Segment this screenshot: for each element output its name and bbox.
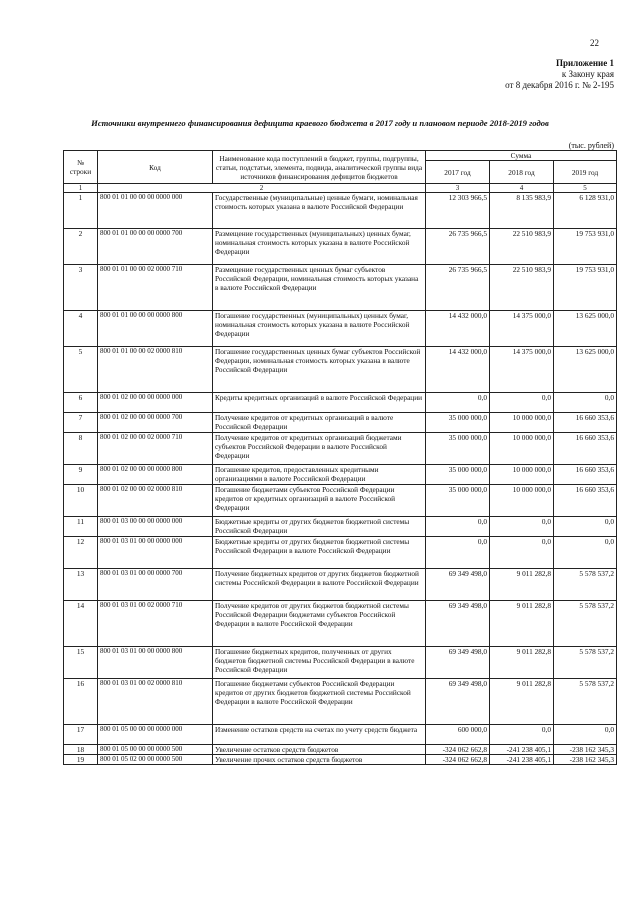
amount-2019-cell: 5 578 537,2 [554, 679, 617, 725]
amount-2017-cell: 69 349 498,0 [426, 647, 490, 679]
code-cell: 800 01 05 00 00 00 0000 000 [98, 725, 213, 745]
code-cell: 800 01 03 01 00 00 0000 800 [98, 647, 213, 679]
amount-2018-cell: 22 510 983,9 [490, 229, 554, 265]
amount-2019-cell: -238 162 345,3 [554, 745, 617, 755]
amount-2017-cell: 26 735 966,5 [426, 229, 490, 265]
amount-2017-cell: 0,0 [426, 393, 490, 413]
financing-table [63, 150, 617, 765]
row-number-cell: 2 [64, 229, 98, 265]
table-row [64, 537, 617, 569]
amount-2019-cell: 13 625 000,0 [554, 347, 617, 393]
amount-2017-cell: 69 349 498,0 [426, 569, 490, 601]
amount-2018-cell: 14 375 000,0 [490, 347, 554, 393]
amount-2017-cell: 600 000,0 [426, 725, 490, 745]
code-cell: 800 01 02 00 00 02 0000 810 [98, 485, 213, 517]
units-label: (тыс. рублей) [568, 141, 614, 150]
table-row [64, 433, 617, 465]
row-number-cell: 6 [64, 393, 98, 413]
header-code: Код [98, 151, 213, 184]
amount-2018-cell: 9 011 282,8 [490, 601, 554, 647]
amount-2019-cell: 0,0 [554, 517, 617, 537]
table-body [64, 193, 617, 765]
table-row [64, 569, 617, 601]
amount-2018-cell: 0,0 [490, 537, 554, 569]
header-year-2017: 2017 год [426, 161, 490, 184]
code-cell: 800 01 05 02 00 00 0000 500 [98, 755, 213, 765]
name-cell: Погашение бюджетами субъектов Российской Федерации кредитов от других бюджетов бюджетной системы Российской Федерации в валюте Российской Федерации [213, 679, 426, 725]
row-number-cell: 10 [64, 485, 98, 517]
amount-2017-cell: 14 432 000,0 [426, 311, 490, 347]
code-cell: 800 01 01 00 00 02 0000 710 [98, 265, 213, 311]
amount-2017-cell: 0,0 [426, 537, 490, 569]
appendix-line-2: от 8 декабря 2016 г. № 2-195 [505, 80, 614, 90]
amount-2019-cell: 16 660 353,6 [554, 413, 617, 433]
code-cell: 800 01 01 00 00 00 0000 000 [98, 193, 213, 229]
row-number-cell: 12 [64, 537, 98, 569]
header-row-number: № строки [64, 151, 98, 184]
name-cell: Получение кредитов от других бюджетов бюджетной системы Российской Федерации бюджетами субъектов Российской Федерации в валюте Российской Федерации [213, 601, 426, 647]
row-number-cell: 9 [64, 465, 98, 485]
document-title: Источники внутреннего финансирования дефицита краевого бюджета в 2017 году и плановом периоде 2018-2019 годов [91, 118, 549, 128]
header-name: Наименование кода поступлений в бюджет, группы, подгруппы, статьи, подстатьи, элемента, подвида, аналитической группы вида источников финансирования дефицитов бюджетов [213, 151, 426, 184]
code-cell: 800 01 01 00 00 00 0000 800 [98, 311, 213, 347]
name-cell: Изменение остатков средств на счетах по учету средств бюджета [213, 725, 426, 745]
header-year-2019: 2019 год [554, 161, 617, 184]
table-row [64, 229, 617, 265]
code-cell: 800 01 01 00 00 00 0000 700 [98, 229, 213, 265]
row-number-cell: 11 [64, 517, 98, 537]
amount-2017-cell: 35 000 000,0 [426, 413, 490, 433]
table-row [64, 517, 617, 537]
row-number-cell: 17 [64, 725, 98, 745]
amount-2017-cell: 12 303 966,5 [426, 193, 490, 229]
row-number-cell: 3 [64, 265, 98, 311]
column-number: 4 [490, 184, 554, 193]
row-number-cell: 16 [64, 679, 98, 725]
row-number-cell: 8 [64, 433, 98, 465]
amount-2019-cell: 16 660 353,6 [554, 465, 617, 485]
amount-2017-cell: 35 000 000,0 [426, 485, 490, 517]
amount-2018-cell: 9 011 282,8 [490, 569, 554, 601]
name-cell: Размещение государственных ценных бумаг субъектов Российской Федерации, номинальная стоимость которых указана в валюте Российской Федерации [213, 265, 426, 311]
table-row [64, 347, 617, 393]
table-row [64, 393, 617, 413]
name-cell: Погашение государственных ценных бумаг субъектов Российской Федерации, номинальная стоимость которых указана в валюте Российской Федерации [213, 347, 426, 393]
amount-2017-cell: 26 735 966,5 [426, 265, 490, 311]
row-number-cell: 13 [64, 569, 98, 601]
name-cell: Погашение государственных (муниципальных) ценных бумаг, номинальная стоимость которых указана в валюте Российской Федерации [213, 311, 426, 347]
name-cell: Увеличение прочих остатков средств бюджетов [213, 755, 426, 765]
amount-2017-cell: 69 349 498,0 [426, 679, 490, 725]
row-number-cell: 19 [64, 755, 98, 765]
row-number-cell: 14 [64, 601, 98, 647]
column-number: 5 [554, 184, 617, 193]
column-number: 2 [98, 184, 426, 193]
appendix-line-1: к Закону края [561, 69, 614, 79]
code-cell: 800 01 05 00 00 00 0000 500 [98, 745, 213, 755]
amount-2018-cell: 0,0 [490, 725, 554, 745]
table-row [64, 413, 617, 433]
table-row [64, 193, 617, 229]
amount-2018-cell: 8 135 983,9 [490, 193, 554, 229]
amount-2017-cell: 69 349 498,0 [426, 601, 490, 647]
amount-2018-cell: 10 000 000,0 [490, 433, 554, 465]
amount-2018-cell: 10 000 000,0 [490, 465, 554, 485]
amount-2019-cell: -238 162 345,3 [554, 755, 617, 765]
amount-2019-cell: 0,0 [554, 725, 617, 745]
table-row [64, 485, 617, 517]
name-cell: Получение кредитов от кредитных организаций в валюте Российской Федерации [213, 413, 426, 433]
amount-2017-cell: 14 432 000,0 [426, 347, 490, 393]
amount-2019-cell: 16 660 353,6 [554, 433, 617, 465]
amount-2018-cell: 9 011 282,8 [490, 679, 554, 725]
row-number-cell: 18 [64, 745, 98, 755]
amount-2018-cell: -241 238 405,1 [490, 745, 554, 755]
row-number-cell: 4 [64, 311, 98, 347]
amount-2019-cell: 0,0 [554, 537, 617, 569]
header-year-2018: 2018 год [490, 161, 554, 184]
row-number-cell: 5 [64, 347, 98, 393]
amount-2017-cell: -324 062 662,8 [426, 745, 490, 755]
name-cell: Увеличение остатков средств бюджетов [213, 745, 426, 755]
column-number: 3 [426, 184, 490, 193]
amount-2018-cell: 9 011 282,8 [490, 647, 554, 679]
amount-2018-cell: -241 238 405,1 [490, 755, 554, 765]
amount-2018-cell: 22 510 983,9 [490, 265, 554, 311]
amount-2017-cell: 35 000 000,0 [426, 433, 490, 465]
code-cell: 800 01 03 01 00 00 0000 700 [98, 569, 213, 601]
amount-2018-cell: 0,0 [490, 517, 554, 537]
amount-2019-cell: 13 625 000,0 [554, 311, 617, 347]
amount-2019-cell: 5 578 537,2 [554, 569, 617, 601]
table-row [64, 647, 617, 679]
amount-2017-cell: -324 062 662,8 [426, 755, 490, 765]
name-cell: Получение кредитов от кредитных организаций бюджетами субъектов Российской Федерации в валюте Российской Федерации [213, 433, 426, 465]
amount-2019-cell: 5 578 537,2 [554, 647, 617, 679]
amount-2019-cell: 0,0 [554, 393, 617, 413]
row-number-cell: 15 [64, 647, 98, 679]
table-row [64, 755, 617, 765]
table-row [64, 311, 617, 347]
table-row [64, 465, 617, 485]
name-cell: Бюджетные кредиты от других бюджетов бюджетной системы Российской Федерации в валюте Российской Федерации [213, 537, 426, 569]
amount-2019-cell: 16 660 353,6 [554, 485, 617, 517]
table-row [64, 745, 617, 755]
amount-2017-cell: 35 000 000,0 [426, 465, 490, 485]
amount-2019-cell: 19 753 931,0 [554, 265, 617, 311]
code-cell: 800 01 03 01 00 02 0000 710 [98, 601, 213, 647]
code-cell: 800 01 02 00 00 00 0000 800 [98, 465, 213, 485]
code-cell: 800 01 03 01 00 00 0000 000 [98, 537, 213, 569]
amount-2018-cell: 0,0 [490, 393, 554, 413]
table-row [64, 601, 617, 647]
name-cell: Размещение государственных (муниципальных) ценных бумаг, номинальная стоимость которых указана в валюте Российской Федерации [213, 229, 426, 265]
code-cell: 800 01 03 00 00 00 0000 000 [98, 517, 213, 537]
table-row [64, 679, 617, 725]
name-cell: Кредиты кредитных организаций в валюте Российской Федерации [213, 393, 426, 413]
name-cell: Погашение бюджетами субъектов Российской Федерации кредитов от кредитных организаций в валюте Российской Федерации [213, 485, 426, 517]
column-number: 1 [64, 184, 98, 193]
amount-2019-cell: 6 128 931,0 [554, 193, 617, 229]
code-cell: 800 01 02 00 00 02 0000 710 [98, 433, 213, 465]
row-number-cell: 1 [64, 193, 98, 229]
name-cell: Бюджетные кредиты от других бюджетов бюджетной системы Российской Федерации [213, 517, 426, 537]
amount-2018-cell: 10 000 000,0 [490, 413, 554, 433]
name-cell: Погашение бюджетных кредитов, полученных от других бюджетов бюджетной системы Российской Федерации в валюте Российской Федерации [213, 647, 426, 679]
row-number-cell: 7 [64, 413, 98, 433]
amount-2019-cell: 19 753 931,0 [554, 229, 617, 265]
table-row [64, 265, 617, 311]
amount-2017-cell: 0,0 [426, 517, 490, 537]
amount-2018-cell: 14 375 000,0 [490, 311, 554, 347]
code-cell: 800 01 02 00 00 00 0000 000 [98, 393, 213, 413]
appendix-title: Приложение 1 [555, 58, 614, 68]
appendix-block [505, 58, 614, 91]
amount-2019-cell: 5 578 537,2 [554, 601, 617, 647]
column-number-row [64, 184, 617, 193]
code-cell: 800 01 01 00 00 02 0000 810 [98, 347, 213, 393]
code-cell: 800 01 02 00 00 00 0000 700 [98, 413, 213, 433]
table-row [64, 725, 617, 745]
amount-2018-cell: 10 000 000,0 [490, 485, 554, 517]
page-number: 22 [590, 38, 599, 48]
name-cell: Получение бюджетных кредитов от других бюджетов бюджетной системы Российской Федерации в валюте Российской Федерации [213, 569, 426, 601]
name-cell: Государственные (муниципальные) ценные бумаги, номинальная стоимость которых указана в валюте Российской Федерации [213, 193, 426, 229]
name-cell: Погашение кредитов, предоставленных кредитными организациями в валюте Российской Федерации [213, 465, 426, 485]
header-sum: Сумма [426, 151, 617, 161]
code-cell: 800 01 03 01 00 02 0000 810 [98, 679, 213, 725]
